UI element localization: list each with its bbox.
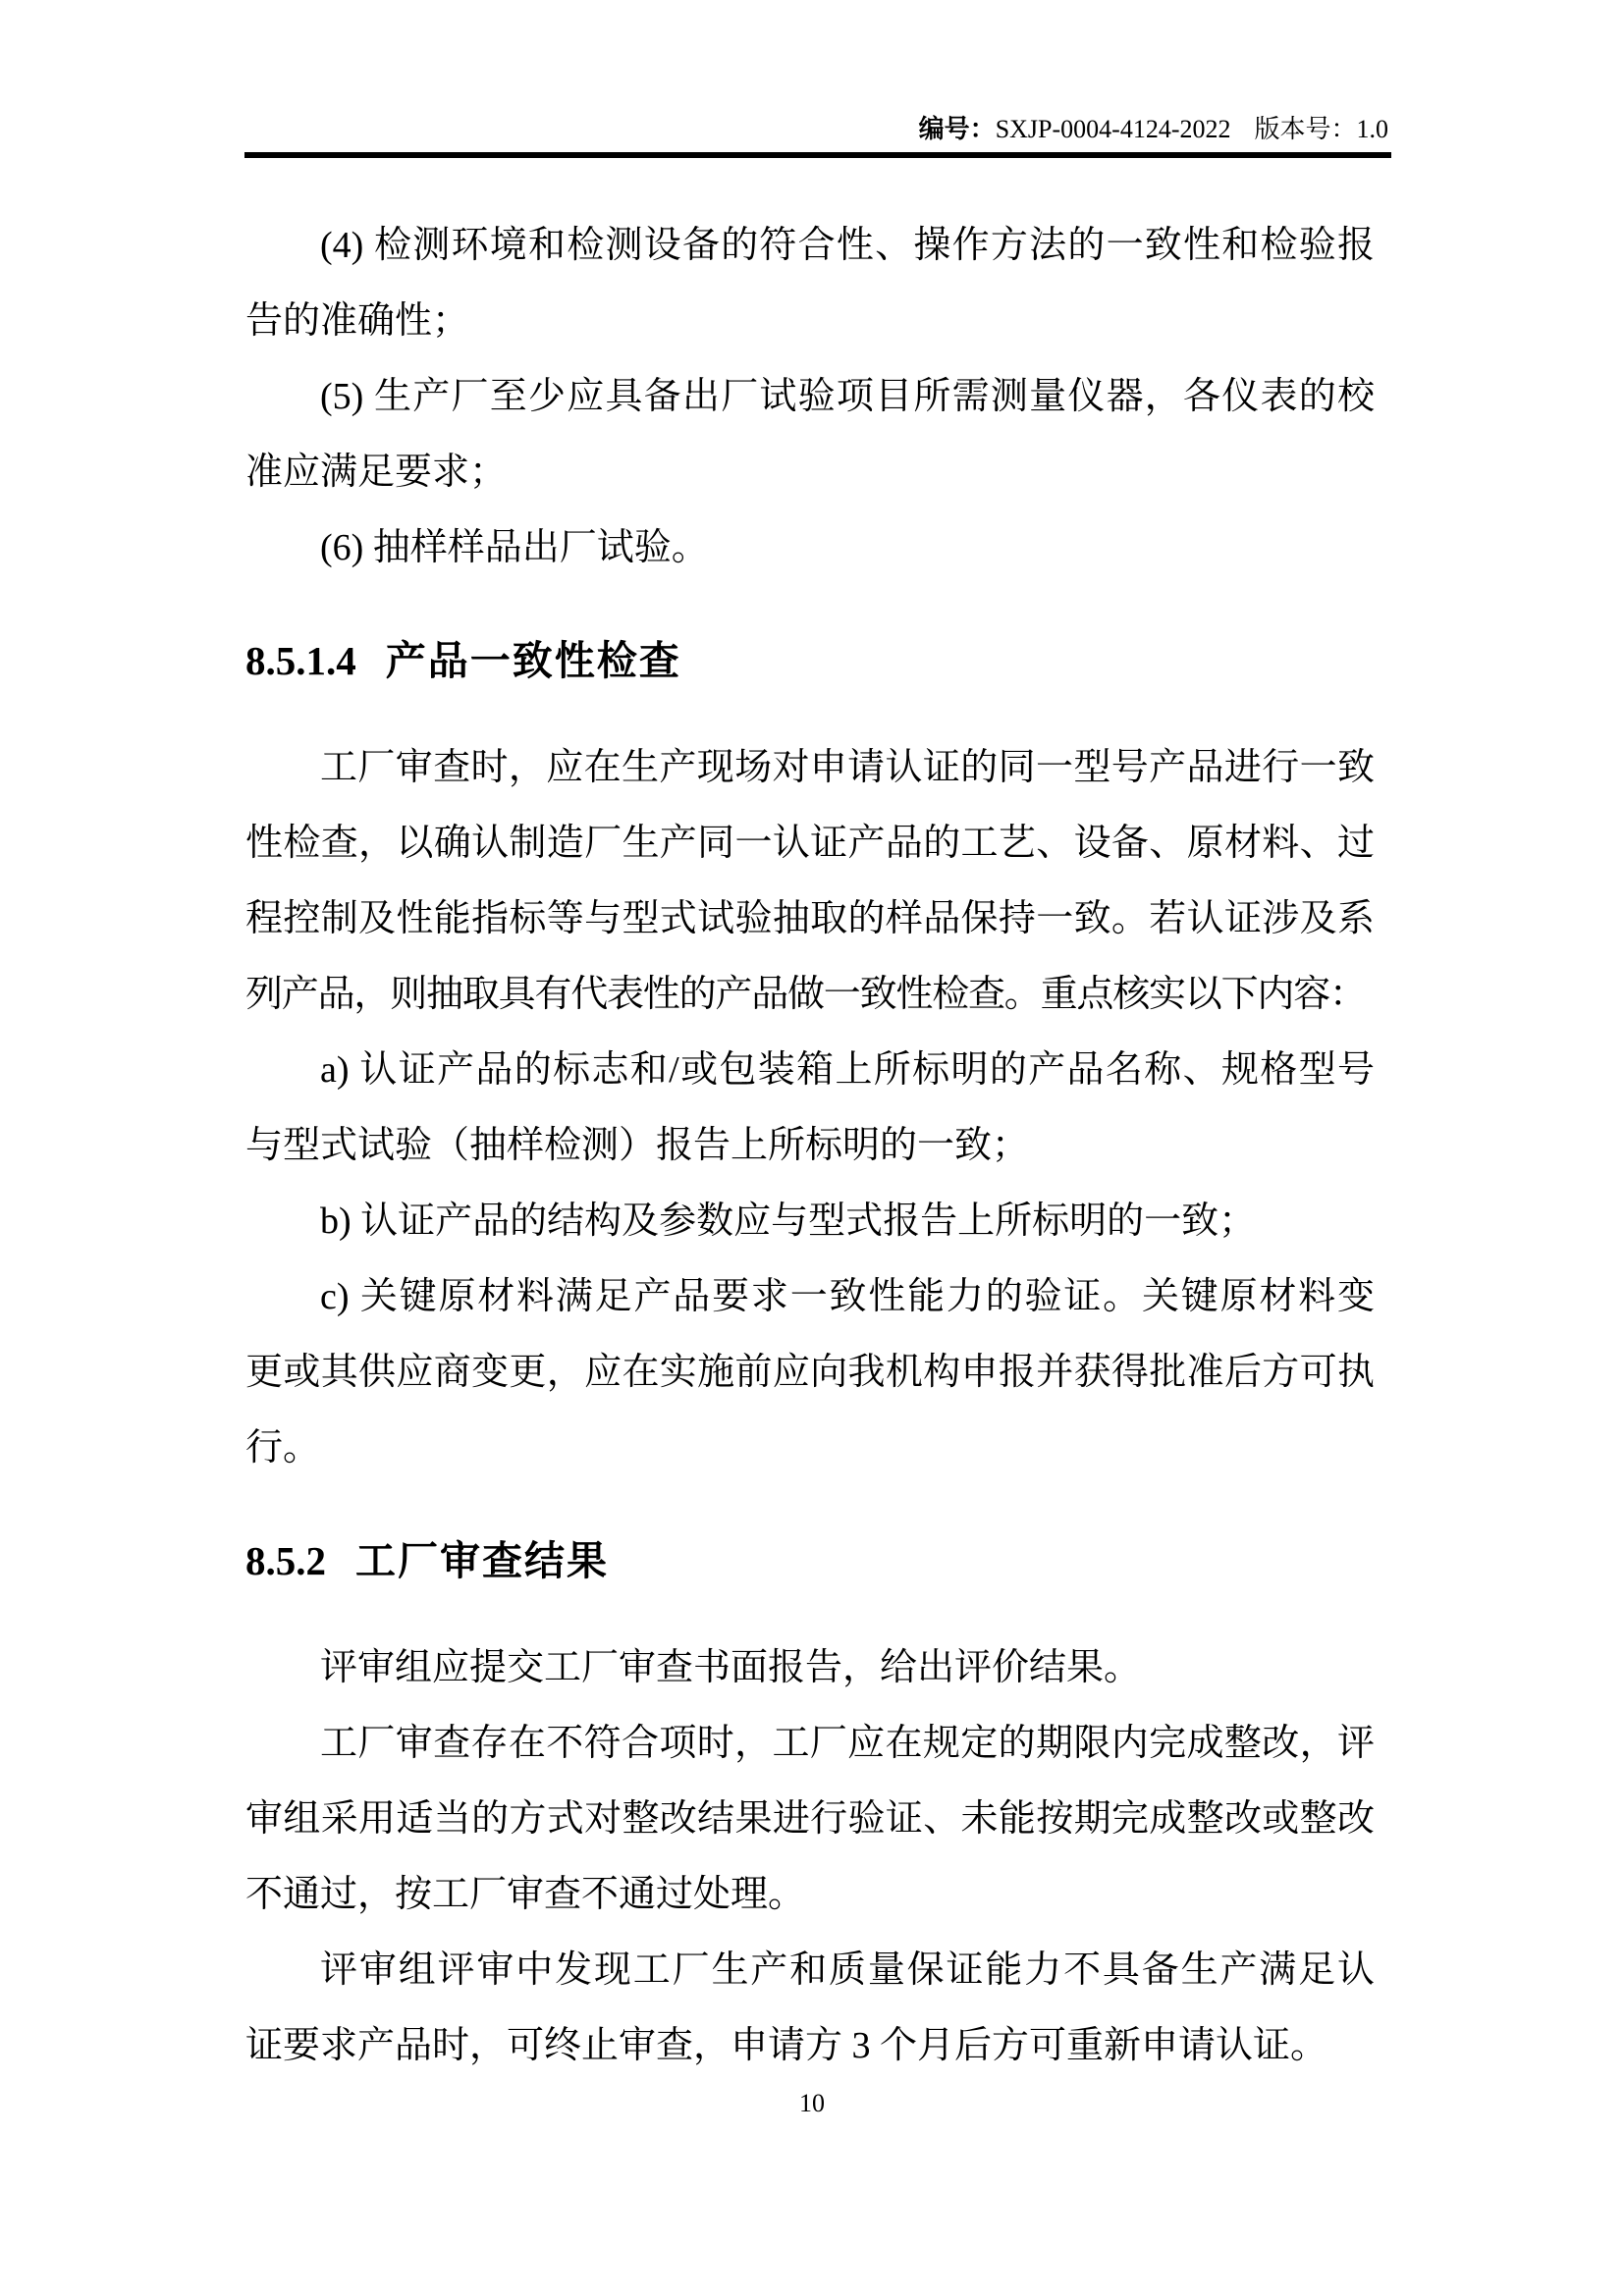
- document-body: [245, 208, 1375, 2084]
- header-divider: [244, 152, 1391, 158]
- body-line: 工厂审查存在不符合项时，工厂应在规定的期限内完成整改，评: [320, 1723, 1375, 1764]
- version-label: 版本号：: [1254, 115, 1357, 143]
- heading-number: 8.5.2: [245, 1538, 326, 1583]
- section-heading-8-5-2: [245, 1523, 1375, 1599]
- body-line: 告的准确性；: [245, 300, 470, 342]
- body-line: 审组采用适当的方式对整改结果进行验证、未能按期完成整改或整改: [245, 1798, 1375, 1840]
- body-line: 不通过，按工厂审查不通过处理。: [245, 1874, 806, 1915]
- body-line: 更或其供应商变更，应在实施前应向我机构申报并获得批准后方可执: [245, 1352, 1375, 1393]
- heading-title: 工厂审查结果: [355, 1538, 609, 1583]
- body-line: c) 关键原材料满足产品要求一致性能力的验证。关键原材料变: [320, 1276, 1375, 1317]
- body-line: b) 认证产品的结构及参数应与型式报告上所标明的一致；: [320, 1201, 1257, 1242]
- body-line: 准应满足要求；: [245, 452, 508, 493]
- body-line: (6) 抽样样品出厂试验。: [320, 527, 709, 568]
- body-line: a) 认证产品的标志和/或包装箱上所标明的产品名称、规格型号: [320, 1049, 1375, 1091]
- body-line: 列产品，则抽取具有代表性的产品做一致性检查。重点核实以下内容：: [245, 974, 1366, 1015]
- body-line: 程控制及性能指标等与型式试验抽取的样品保持一致。若认证涉及系: [245, 898, 1375, 939]
- section-heading-8-5-1-4: [245, 623, 1375, 699]
- heading-title: 产品一致性检查: [385, 638, 681, 683]
- body-line: (5) 生产厂至少应具备出厂试验项目所需测量仪器，各仪表的校: [320, 376, 1375, 417]
- doc-number-label: 编号：: [918, 114, 996, 143]
- body-line: 行。: [245, 1427, 321, 1468]
- page-header: [0, 112, 1388, 146]
- version-value: 1.0: [1356, 115, 1388, 143]
- body-line: 性检查，以确认制造厂生产同一认证产品的工艺、设备、原材料、过: [245, 823, 1375, 864]
- page-number: 10: [799, 2089, 825, 2117]
- body-line: 评审组应提交工厂审查书面报告，给出评价结果。: [320, 1647, 1142, 1688]
- body-line: 与型式试验（抽样检测）报告上所标明的一致；: [245, 1125, 1030, 1166]
- body-line: 评审组评审中发现工厂生产和质量保证能力不具备生产满足认: [320, 1949, 1375, 1991]
- body-line: 工厂审查时，应在生产现场对申请认证的同一型号产品进行一致: [320, 747, 1375, 788]
- doc-number-value: SXJP-0004-4124-2022: [995, 115, 1231, 143]
- body-line: 证要求产品时，可终止审查，申请方 3 个月后方可重新申请认证。: [245, 2025, 1328, 2066]
- body-line: (4) 检测环境和检测设备的符合性、操作方法的一致性和检验报: [320, 225, 1375, 266]
- heading-number: 8.5.1.4: [245, 638, 356, 683]
